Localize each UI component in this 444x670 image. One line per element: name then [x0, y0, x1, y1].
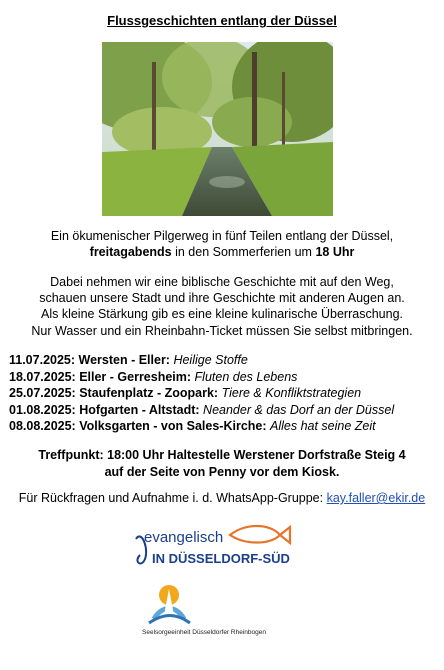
schedule-item [9, 385, 439, 402]
schedule-item [9, 352, 439, 369]
contact-info [0, 491, 444, 505]
intro-line1: Ein ökumenischer Pilgerweg in fünf Teilen entlang der Düssel, [50, 229, 394, 243]
description-line: Dabei nehmen wir eine biblische Geschichte mit auf den Weg, [50, 275, 394, 289]
schedule-topic: Alles hat seine Zeit [270, 419, 376, 434]
logo-region-text: IN DÜSSELDORF-SÜD [152, 551, 290, 566]
schedule-item [9, 402, 439, 419]
schedule-topic: Heilige Stoffe [173, 353, 248, 367]
meeting-point [0, 447, 444, 481]
schedule-route: 18.07.2025: Eller - Gerresheim: [9, 369, 192, 384]
evangelisch-logo [130, 521, 310, 571]
contact-text: Für Rückfragen und Aufnahme i. d. WhatsApp-Gruppe: [18, 491, 327, 505]
intro-day: freitagabends [89, 245, 172, 259]
intro-line2 [0, 244, 444, 260]
schedule-route: 01.08.2025: Hofgarten - Altstadt: [9, 402, 200, 417]
logo-evangelisch-text: evangelisch [144, 529, 224, 546]
schedule-topic: Fluten des Lebens [194, 369, 298, 384]
description-line: schauen unsere Stadt und ihre Geschichte mit anderen Augen an. [39, 291, 405, 306]
seelsorge-caption: Seelsorgeeinheit Düsseldorfer Rheinbogen [142, 629, 266, 636]
schedule-route: 08.08.2025: Volksgarten - von Sales-Kirche: [9, 419, 267, 434]
description-line: Als kleine Stärkung gib es eine kleine kulinarische Überraschung. [40, 307, 403, 322]
river-photo [102, 42, 333, 216]
meeting-line2: auf der Seite von Penny vor dem Kiosk. [104, 465, 340, 479]
description-line: Nur Wasser und ein Rheinbahn-Ticket müssen Sie selbst mitbringen. [31, 323, 413, 338]
schedule-topic: Tiere & Konfliktstrategien [221, 386, 362, 401]
schedule-item [9, 418, 439, 435]
schedule-topic: Neander & das Dorf an der Düssel [203, 402, 395, 417]
page-title: Flussgeschichten entlang der Düssel [107, 13, 337, 28]
schedule-route: 25.07.2025: Staufenplatz - Zoopark: [9, 386, 219, 401]
schedule-item [9, 369, 439, 386]
intro-mid: in den Sommerferien um [171, 245, 316, 259]
intro-time: 18 Uhr [315, 245, 355, 259]
seelsorge-logo [124, 575, 284, 660]
intro-text [0, 228, 444, 260]
schedule-route: 11.07.2025: Wersten - Eller: [9, 353, 170, 367]
schedule-list [9, 352, 439, 435]
email-link[interactable]: kay.faller@ekir.de [326, 491, 426, 505]
meeting-line1: Treffpunkt: 18:00 Uhr Haltestelle Werstener Dorfstraße Steig 4 [38, 448, 406, 462]
description [0, 274, 444, 339]
